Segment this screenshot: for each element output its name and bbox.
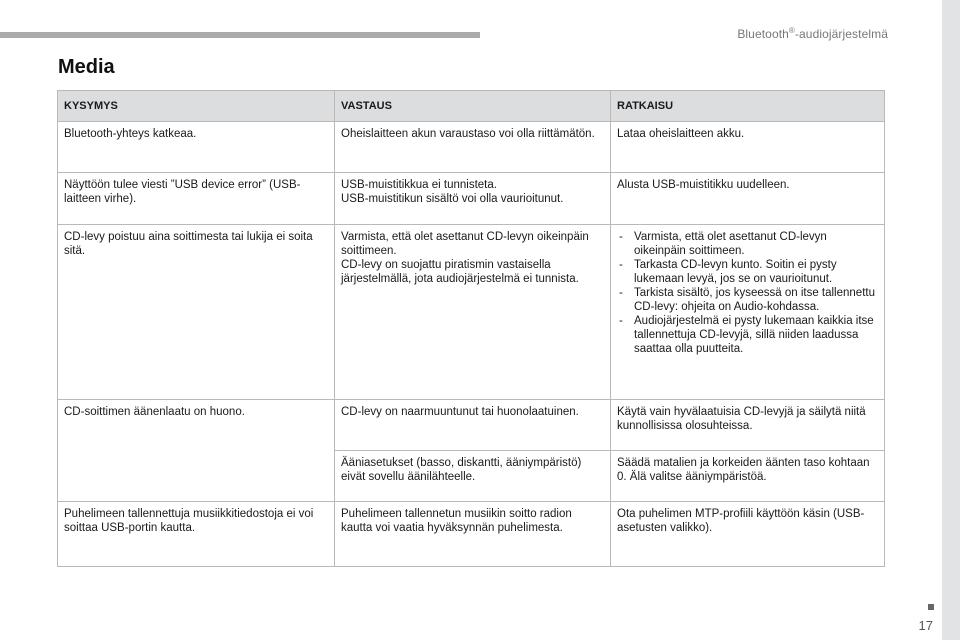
table-row [58, 225, 885, 400]
question-cell: CD-soittimen äänenlaatu on huono. [58, 400, 335, 451]
question-cell: CD-levy poistuu aina soittimesta tai lukija ei soita sitä. [58, 225, 335, 400]
answer-cell: CD-levy on naarmuuntunut tai huonolaatuinen. [335, 400, 611, 451]
table-row [58, 122, 885, 173]
list-item: - Tarkista sisältö, jos kyseessä on itse tallennettu CD-levy: ohjeita on Audio-kohdassa. [617, 286, 878, 314]
list-item: - Audiojärjestelmä ei pysty lukemaan kaikkia itse tallennettuja CD-levyjä, sillä niiden laadussa saattaa olla puutteita. [617, 314, 878, 356]
registered-mark: ® [788, 26, 795, 35]
table-header-row [58, 91, 885, 122]
question-cell: Bluetooth-yhteys katkeaa. [58, 122, 335, 173]
answer-cell: Oheislaitteen akun varaustaso voi olla riittämätön. [335, 122, 611, 173]
table-row [58, 502, 885, 567]
question-cell: Näyttöön tulee viesti ”USB device error” (USB-laitteen virhe). [58, 173, 335, 225]
solution-cell: Säädä matalien ja korkeiden äänten taso kohtaan 0. Älä valitse ääniympäristöä. [611, 451, 885, 502]
question-cell [58, 451, 335, 502]
chapter-title-main: Bluetooth [737, 27, 789, 41]
header-rule [0, 32, 480, 38]
question-cell: Puhelimeen tallennettuja musiikkitiedostoja ei voi soittaa USB-portin kautta. [58, 502, 335, 567]
solution-cell: Alusta USB-muistitikku uudelleen. [611, 173, 885, 225]
column-header-question: KYSYMYS [58, 91, 335, 122]
troubleshooting-table [57, 90, 885, 567]
list-item: - Tarkasta CD-levyn kunto. Soitin ei pysty lukemaan levyä, jos se on vaurioitunut. [617, 258, 878, 286]
chapter-title [737, 26, 888, 41]
answer-cell: USB-muistitikkua ei tunnisteta. USB-muistitikun sisältö voi olla vaurioitunut. [335, 173, 611, 225]
answer-cell: Puhelimeen tallennetun musiikin soitto radion kautta voi vaatia hyväksynnän puhelimesta. [335, 502, 611, 567]
page-number: 17 [918, 618, 933, 633]
page-marker-square [928, 604, 934, 610]
solution-cell: Käytä vain hyvälaatuisia CD-levyjä ja säilytä niitä kunnollisissa olosuhteissa. [611, 400, 885, 451]
table-row [58, 173, 885, 225]
list-item: - Varmista, että olet asettanut CD-levyn oikeinpäin soittimeen. [617, 230, 878, 258]
answer-cell: Ääniasetukset (basso, diskantti, ääniympäristö) eivät sovellu äänilähteelle. [335, 451, 611, 502]
page-edge-strip [942, 0, 960, 640]
solution-steps-list [617, 230, 878, 356]
column-header-answer: VASTAUS [335, 91, 611, 122]
table-row [58, 451, 885, 502]
solution-cell: Ota puhelimen MTP-profiili käyttöön käsin (USB-asetusten valikko). [611, 502, 885, 567]
solution-cell [611, 225, 885, 400]
section-title: Media [58, 56, 115, 78]
table-row [58, 400, 885, 451]
solution-cell: Lataa oheislaitteen akku. [611, 122, 885, 173]
chapter-title-suffix: -audiojärjestelmä [794, 27, 888, 41]
column-header-solution: RATKAISU [611, 91, 885, 122]
answer-cell: Varmista, että olet asettanut CD-levyn oikeinpäin soittimeen. CD-levy on suojattu piratismin vastaisella järjestelmällä, jota audiojärjestelmä ei tunnista. [335, 225, 611, 400]
